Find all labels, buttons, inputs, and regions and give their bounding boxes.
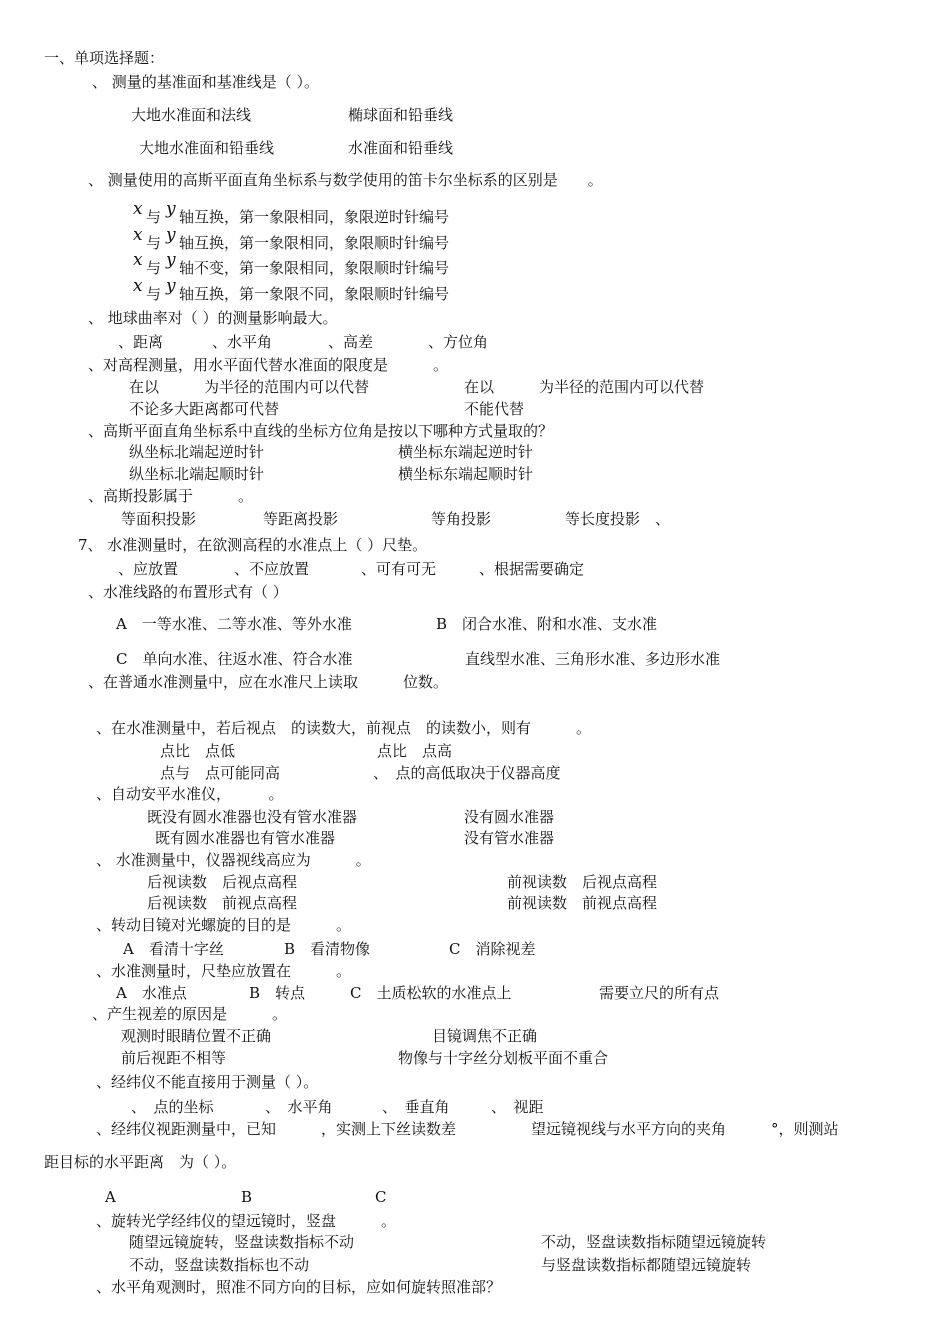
question-16-option-b: 、 水平角 <box>265 1098 333 1116</box>
question-18-stem: 、旋转光学经纬仪的望远镜时，竖盘 。 <box>96 1212 397 1230</box>
question-3-option-a: 、距离 <box>118 333 164 351</box>
question-14-option-c: C 土质松软的水准点上 <box>350 984 512 1002</box>
question-17-option-c: C <box>375 1188 387 1206</box>
question-5-option-a: 纵坐标北端起逆时针 <box>129 443 265 461</box>
question-8-stem: 、水准线路的布置形式有（ ） <box>88 583 288 601</box>
question-5-option-d: 横坐标东端起顺时针 <box>398 465 534 483</box>
question-18-option-c: 不动，竖盘读数指标也不动 <box>129 1256 310 1274</box>
question-12-stem: 、 水准测量中，仪器视线高应为 。 <box>96 851 371 869</box>
yu-connector: 与 <box>146 208 162 226</box>
question-15-stem: 、产生视差的原因是 。 <box>92 1005 288 1023</box>
question-6-option-b: 等距离投影 <box>263 510 339 528</box>
question-15-option-c: 前后视距不相等 <box>121 1049 227 1067</box>
question-11-option-a: 既没有圆水准器也没有管水准器 <box>147 808 358 826</box>
question-8-option-a: A 一等水准、二等水准、等外水准 <box>116 615 352 633</box>
question-8-option-c: C 单向水准、往返水准、符合水准 <box>116 650 353 668</box>
question-7-option-b: 、不应放置 <box>234 560 310 578</box>
question-5-stem: 、高斯平面直角坐标系中直线的坐标方位角是按以下哪种方式量取的？ <box>88 422 554 440</box>
question-1-option-d: 水准面和铅垂线 <box>348 139 454 157</box>
question-18-option-b: 不动，竖盘读数指标随望远镜旋转 <box>541 1233 767 1251</box>
y-variable: y <box>166 276 176 296</box>
question-11-option-c: 既有圆水准器也有管水准器 <box>155 829 336 847</box>
question-10-stem: 、在水准测量中，若后视点 的读数大，前视点 的读数小，则有 。 <box>96 719 592 737</box>
question-6-option-d: 等长度投影 、 <box>565 510 671 528</box>
yu-connector: 与 <box>146 259 162 277</box>
question-13-option-b: B 看清物像 <box>284 940 371 958</box>
question-10-option-d: 、 点的高低取决于仪器高度 <box>373 764 561 782</box>
question-4-option-b: 在以 为半径的范围内可以代替 <box>464 378 705 396</box>
question-4-stem: 、对高程测量，用水平面代替水准面的限度是 。 <box>88 356 449 374</box>
question-11-stem: 、自动安平水准仪， 。 <box>96 785 284 803</box>
question-7-option-a: 、应放置 <box>118 560 179 578</box>
question-11-option-d: 没有管水准器 <box>464 829 555 847</box>
question-4-option-a: 在以 为半径的范围内可以代替 <box>129 378 370 396</box>
x-variable: x <box>133 199 143 219</box>
question-14-option-a: A 水准点 <box>116 984 187 1002</box>
question-2-option-b-text: 轴互换，第一象限相同，象限顺时针编号 <box>179 234 450 252</box>
question-16-stem: 、经纬仪不能直接用于测量（ ）。 <box>96 1073 319 1091</box>
question-1-stem: 、 测量的基准面和基准线是（ ）。 <box>92 73 320 91</box>
question-2-option-a-text: 轴互换，第一象限相同，象限逆时针编号 <box>179 208 450 226</box>
question-17-stem: 、经纬仪视距测量中，已知 ，实测上下丝读数差 望远镜视线与水平方向的夹角 °，则测站 <box>96 1120 839 1138</box>
section-title: 一、单项选择题： <box>44 49 165 67</box>
question-11-option-b: 没有圆水准器 <box>464 808 555 826</box>
question-12-option-c: 后视读数 前视点高程 <box>147 894 298 912</box>
question-1-option-c: 大地水准面和铅垂线 <box>139 139 275 157</box>
question-5-option-b: 横坐标东端起逆时针 <box>398 443 534 461</box>
question-12-option-b: 前视读数 后视点高程 <box>507 873 658 891</box>
question-7-option-c: 、可有可无 <box>361 560 437 578</box>
question-15-option-b: 目镜调焦不正确 <box>432 1027 538 1045</box>
question-16-option-c: 、 垂直角 <box>382 1098 450 1116</box>
question-3-option-d: 、方位角 <box>428 333 489 351</box>
question-6-option-a: 等面积投影 <box>121 510 197 528</box>
question-7-stem: 7、 水准测量时，在欲测高程的水准点上（ ）尺垫。 <box>78 536 428 554</box>
question-14-option-d: 需要立尺的所有点 <box>599 984 720 1002</box>
question-19-stem: 、水平角观测时，照准不同方向的目标，应如何旋转照准部？ <box>96 1278 502 1296</box>
question-18-option-a: 随望远镜旋转，竖盘读数指标不动 <box>129 1233 355 1251</box>
question-8-option-d: 直线型水准、三角形水准、多边形水准 <box>465 650 721 668</box>
question-5-option-c: 纵坐标北端起顺时针 <box>129 465 265 483</box>
question-3-option-b: 、水平角 <box>212 333 273 351</box>
question-17-option-a: A <box>105 1188 116 1206</box>
question-10-option-b: 点比 点高 <box>377 742 453 760</box>
x-variable: x <box>133 225 143 245</box>
x-variable: x <box>133 250 143 270</box>
y-variable: y <box>166 250 176 270</box>
question-12-option-d: 前视读数 前视点高程 <box>507 894 658 912</box>
question-6-stem: 、高斯投影属于 。 <box>88 487 254 505</box>
question-18-option-d: 与竖盘读数指标都随望远镜旋转 <box>541 1256 752 1274</box>
question-3-stem: 、 地球曲率对（ ）的测量影响最大。 <box>88 309 338 327</box>
question-3-option-c: 、高差 <box>328 333 374 351</box>
question-12-option-a: 后视读数 后视点高程 <box>147 873 298 891</box>
question-4-option-d: 不能代替 <box>464 400 525 418</box>
question-17-stem-continued: 距目标的水平距离 为（ ）。 <box>44 1153 237 1171</box>
question-1-option-a: 大地水准面和法线 <box>131 106 252 124</box>
question-2-stem: 、 测量使用的高斯平面直角坐标系与数学使用的笛卡尔坐标系的区别是 。 <box>88 171 603 189</box>
question-14-stem: 、水准测量时，尺垫应放置在 。 <box>96 962 352 980</box>
y-variable: y <box>166 199 176 219</box>
question-14-option-b: B 转点 <box>249 984 306 1002</box>
question-9-stem: 、在普通水准测量中，应在水准尺上读取 位数。 <box>88 673 449 691</box>
question-6-option-c: 等角投影 <box>431 510 492 528</box>
question-17-option-b: B <box>241 1188 253 1206</box>
question-13-option-c: C 消除视差 <box>449 940 536 958</box>
y-variable: y <box>166 225 176 245</box>
question-4-option-c: 不论多大距离都可代替 <box>129 400 280 418</box>
question-15-option-a: 观测时眼睛位置不正确 <box>121 1027 272 1045</box>
question-16-option-d: 、 视距 <box>491 1098 544 1116</box>
question-13-stem: 、转动目镜对光螺旋的目的是 。 <box>96 916 352 934</box>
yu-connector: 与 <box>146 285 162 303</box>
question-8-option-b: B 闭合水准、附和水准、支水准 <box>436 615 658 633</box>
question-15-option-d: 物像与十字丝分划板平面不重合 <box>398 1049 609 1067</box>
question-10-option-a: 点比 点低 <box>160 742 236 760</box>
question-2-option-c-text: 轴不变，第一象限相同，象限顺时针编号 <box>179 259 450 277</box>
question-7-option-d: 、根据需要确定 <box>479 560 585 578</box>
yu-connector: 与 <box>146 234 162 252</box>
question-1-option-b: 椭球面和铅垂线 <box>348 106 454 124</box>
x-variable: x <box>133 276 143 296</box>
question-16-option-a: 、 点的坐标 <box>131 1098 214 1116</box>
question-10-option-c: 点与 点可能同高 <box>160 764 281 782</box>
question-2-option-d-text: 轴互换，第一象限不同，象限顺时针编号 <box>179 285 450 303</box>
question-13-option-a: A 看清十字丝 <box>123 940 224 958</box>
